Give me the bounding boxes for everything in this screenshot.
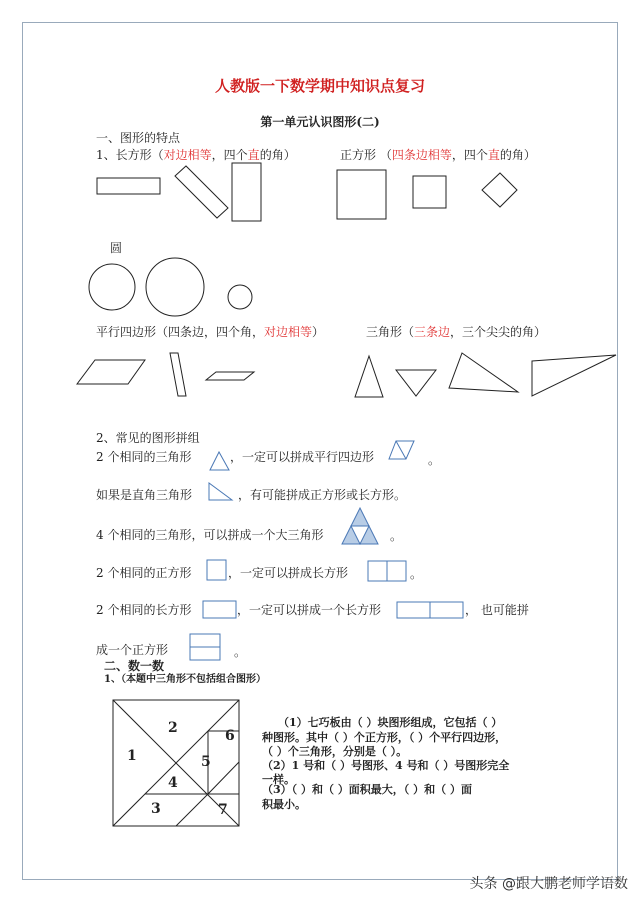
question-1-note: 1、（本题中三角形不包括组合图形） bbox=[104, 674, 266, 685]
tangram-number-7: 7 bbox=[218, 802, 228, 818]
combo-line-2b: ，有可能拼成正方形或长方形。 bbox=[238, 488, 407, 502]
page-title: 人教版一下数学期中知识点复习 bbox=[214, 77, 425, 95]
combo-line-1b: ，一定可以拼成平行四边形 bbox=[230, 450, 375, 464]
parallelogram-property: 平行四边形（四条边，四个角，对边相等） bbox=[96, 325, 325, 339]
square-shape-3 bbox=[482, 173, 517, 207]
section1-heading: 一、图形的特点 bbox=[96, 131, 181, 145]
triangle-shape-2 bbox=[396, 370, 436, 396]
right-triangle-icon bbox=[209, 483, 232, 500]
tangram-number-2: 2 bbox=[168, 720, 178, 736]
watermark: 头条 @跟大鹏老师学语数 bbox=[469, 876, 628, 892]
combo-line-3a: 4 个相同的三角形，可以拼成一个大三角形 bbox=[96, 528, 324, 542]
combo-line-2a: 如果是直角三角形 bbox=[96, 488, 193, 502]
combo-line-4b: ，一定可以拼成长方形 bbox=[228, 566, 349, 580]
single-triangle-icon bbox=[210, 452, 229, 470]
combo-line-5c: ， 也可能拼 bbox=[465, 603, 529, 617]
question-line-4: （2）1 号和（ ）号图形、4 号和（ ）号图形完全 bbox=[262, 759, 510, 772]
tangram-number-1: 1 bbox=[127, 748, 137, 764]
triangle-shape-1 bbox=[355, 356, 383, 397]
tangram-number-6: 6 bbox=[225, 728, 235, 744]
question-line-3: （ ）个三角形，分别是（ ）。 bbox=[262, 745, 408, 758]
two-rectangles-long-icon bbox=[397, 602, 463, 618]
parallelogram-shape-3 bbox=[206, 372, 254, 380]
combo-line-4a: 2 个相同的正方形 bbox=[96, 566, 192, 580]
circle-shape-2 bbox=[146, 258, 204, 316]
question-line-1: （1）七巧板由（ ）块图形组成，它包括（ ） bbox=[278, 716, 503, 729]
unit-subtitle: 第一单元认识图形(二) bbox=[260, 115, 380, 129]
triangle-property: 三角形（三条边，三个尖尖的角） bbox=[366, 325, 547, 339]
square-shape-1 bbox=[337, 170, 386, 219]
combo-line-5a: 2 个相同的长方形 bbox=[96, 603, 192, 617]
combo-line-1a: 2 个相同的三角形 bbox=[96, 450, 192, 464]
combo-line-6c: 。 bbox=[234, 645, 247, 659]
parallelogram-shape-2 bbox=[170, 353, 186, 396]
combo-line-6a: 成一个正方形 bbox=[96, 643, 169, 657]
question-line-5: 一样。 bbox=[262, 773, 295, 786]
two-squares-rectangle-icon bbox=[368, 561, 406, 581]
section2-heading: 2、常见的图形拼组 bbox=[96, 431, 200, 445]
tangram-figure bbox=[113, 700, 239, 826]
two-rectangles-square-icon bbox=[190, 634, 220, 660]
parallelogram-shape-1 bbox=[77, 360, 145, 384]
circle-shape-1 bbox=[89, 264, 135, 310]
rectangle-property: 1、长方形（对边相等，四个直的角） bbox=[96, 148, 296, 162]
triangle-shape-3 bbox=[449, 353, 518, 392]
rectangle-shape-1 bbox=[97, 178, 160, 194]
combo-line-4c: 。 bbox=[410, 567, 423, 581]
circle-shape-3 bbox=[228, 285, 252, 309]
tangram-number-5: 5 bbox=[201, 754, 211, 770]
triangle-shape-4 bbox=[532, 355, 616, 396]
single-square-icon bbox=[207, 560, 226, 580]
section3-heading: 二、数一数 bbox=[104, 659, 165, 673]
single-rectangle-icon bbox=[203, 601, 236, 618]
four-triangles-icon bbox=[342, 508, 378, 544]
rectangle-shape-3 bbox=[232, 163, 261, 221]
combo-line-1c: 。 bbox=[428, 453, 441, 467]
tangram-number-3: 3 bbox=[151, 801, 161, 817]
square-shape-2 bbox=[413, 176, 446, 208]
combo-line-5b: ，一定可以拼成一个长方形 bbox=[237, 603, 382, 617]
rectangle-shape-2 bbox=[175, 166, 228, 218]
question-line-2: 种图形。其中（ ）个正方形，（ ）个平行四边形， bbox=[262, 731, 507, 744]
question-line-7: 积最小。 bbox=[262, 798, 306, 811]
circle-label: 圆 bbox=[110, 241, 123, 255]
combo-line-3c: 。 bbox=[390, 529, 403, 543]
tangram-number-4: 4 bbox=[168, 775, 178, 791]
square-property: 正方形 （四条边相等，四个直的角） bbox=[340, 148, 536, 162]
question-line-6: （3）（ ）和（ ）面积最大，（ ）和（ ）面 bbox=[262, 783, 472, 796]
